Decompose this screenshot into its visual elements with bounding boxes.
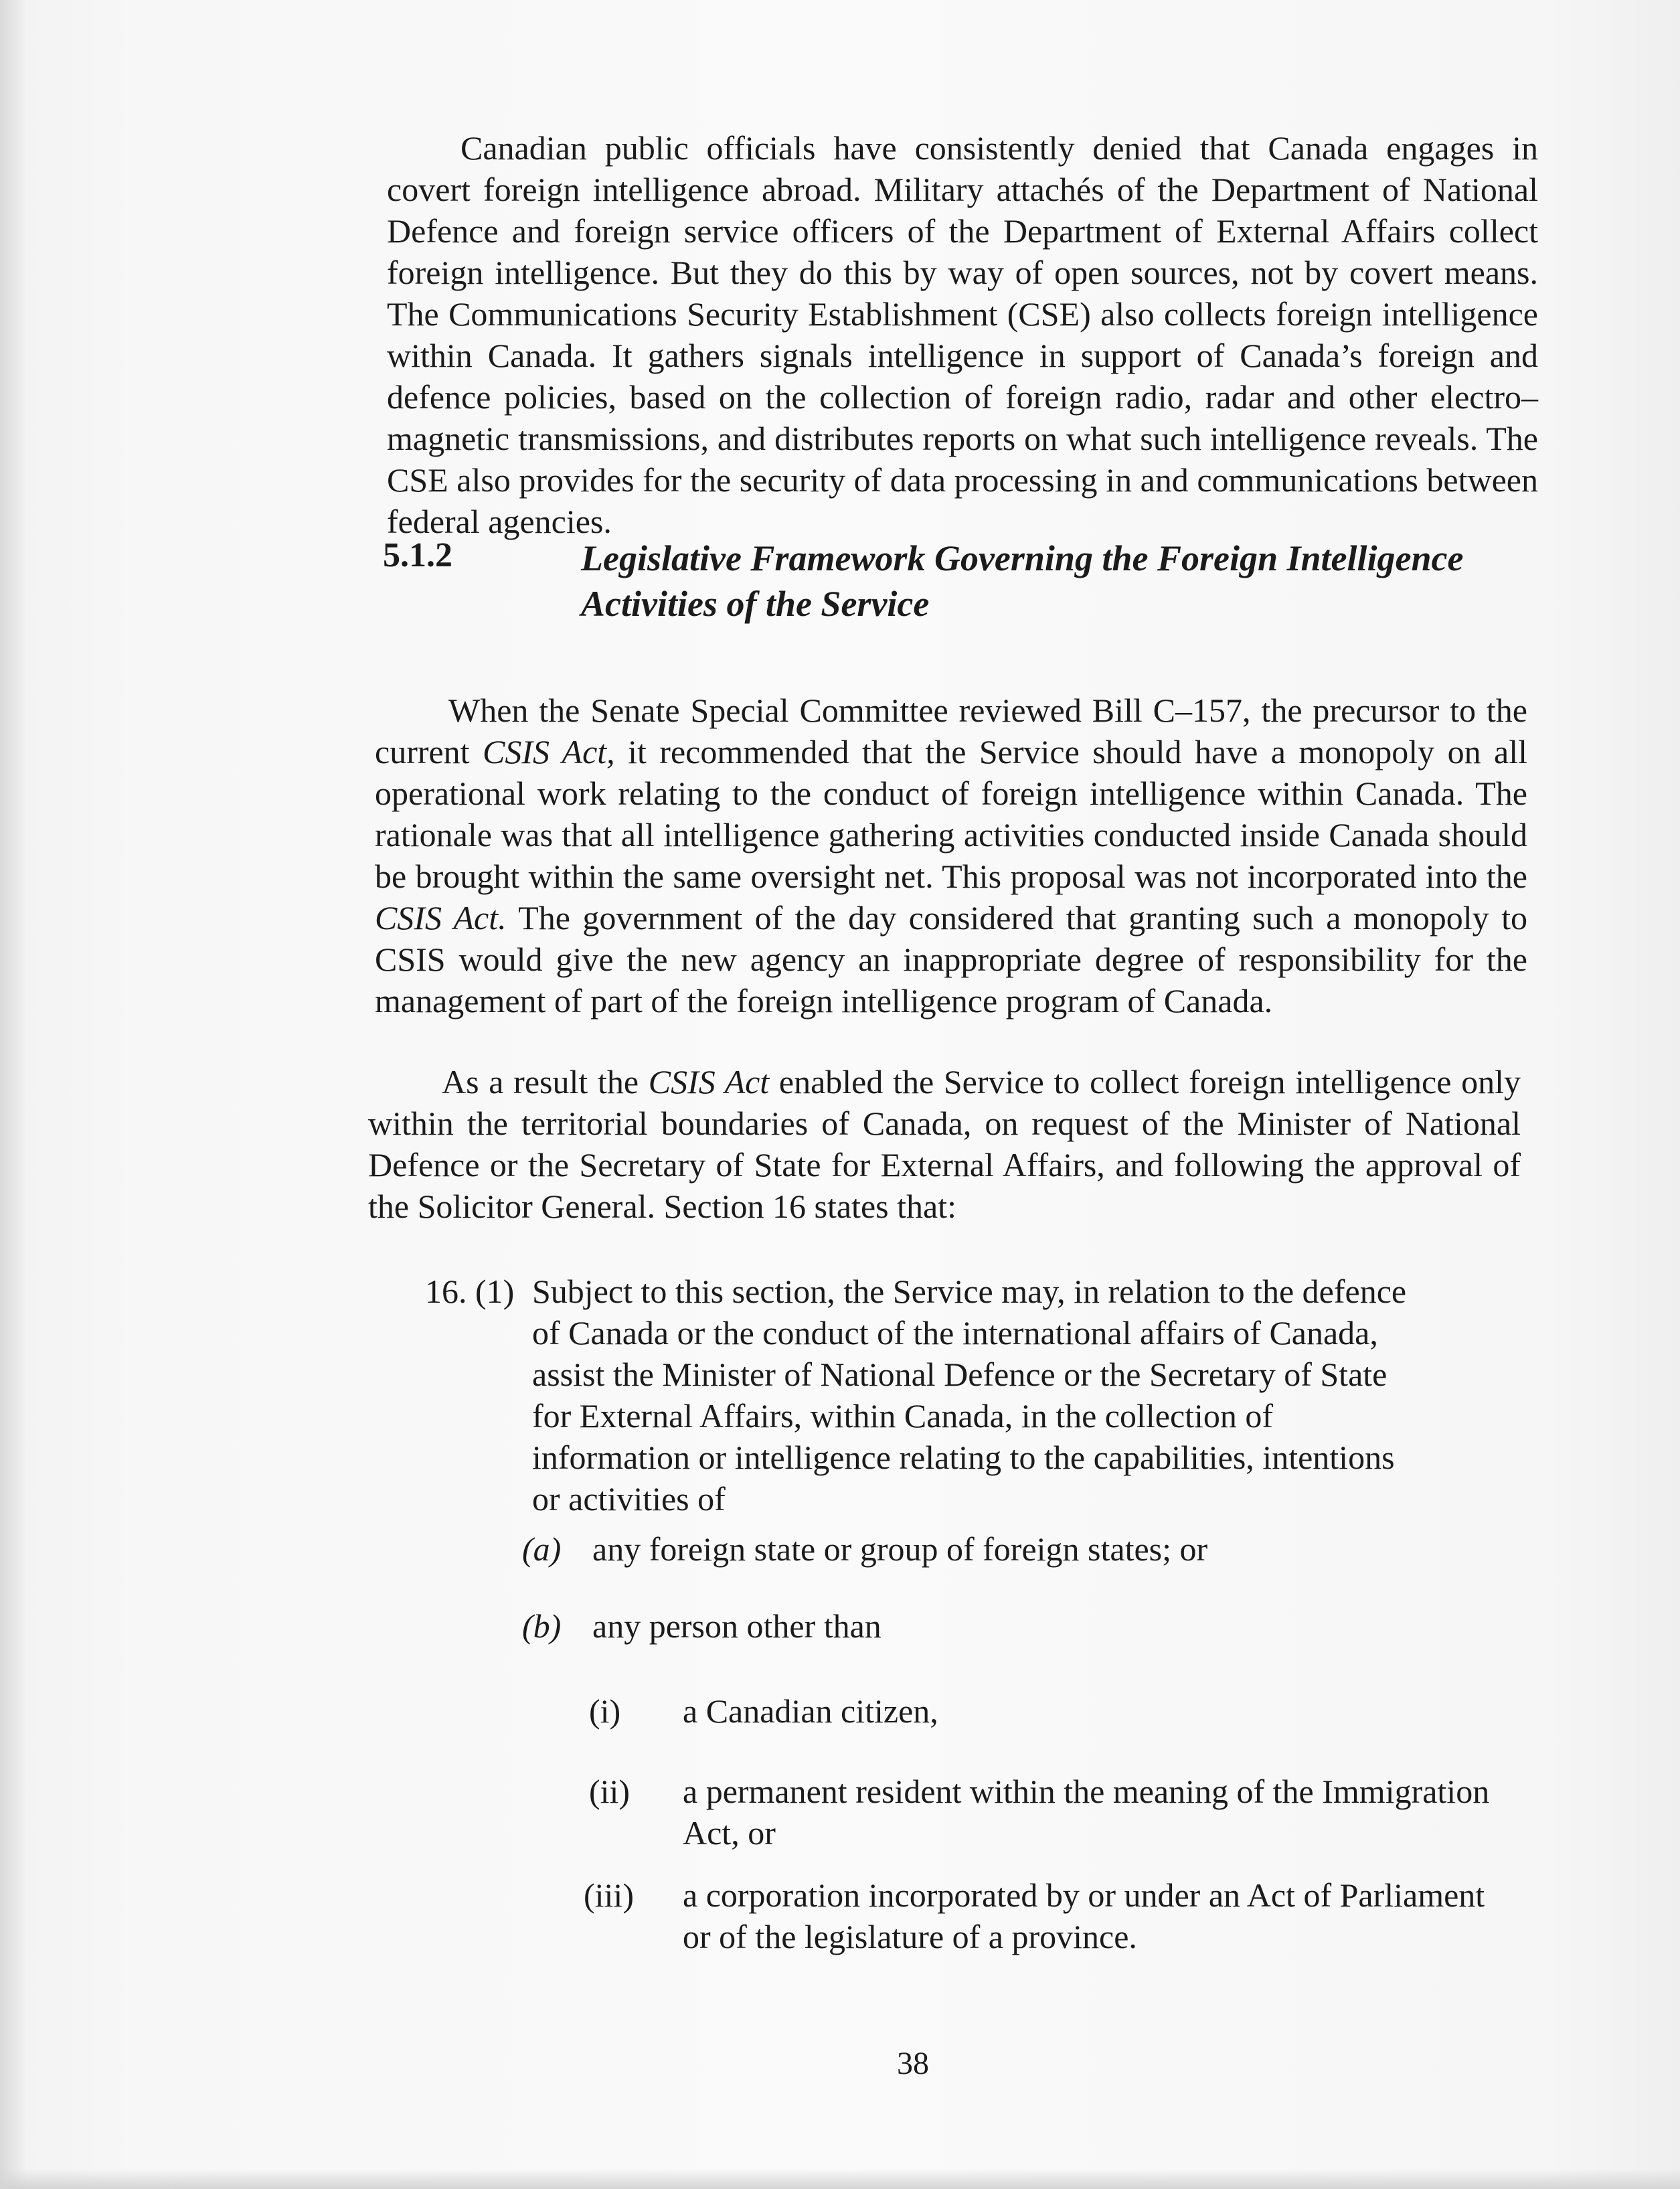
statute-item-a-text: any foreign state or group of foreign states; or	[592, 1530, 1208, 1568]
act-name-italic: CSIS Act	[648, 1063, 770, 1101]
paragraph-senate-committee	[375, 690, 1527, 1022]
section-number: 5.1.2	[383, 536, 452, 574]
statute-subitem-i-text: a Canadian citizen,	[683, 1692, 938, 1730]
statute-subitem-ii-label: (ii)	[589, 1773, 631, 1810]
statute-subitem-iii-text: a corporation incorporated by or under an Act of Parliament or of the legislature of a province.	[683, 1876, 1485, 1955]
statute-item-b-text: any person other than	[592, 1607, 881, 1645]
paragraph-text: When the Senate Special Committee reviewed Bill C–157, the precursor to the current	[375, 692, 1527, 771]
paragraph-text: As a result the	[442, 1063, 649, 1101]
statute-subitem-ii-text: a permanent resident within the meaning of the Immigration Act, or	[683, 1773, 1490, 1852]
statute-subitem-iii-label: (iii)	[584, 1876, 634, 1914]
page-binding-shadow	[0, 0, 27, 2189]
paragraph-text: The government of the day considered that granting such a monopoly to CSIS would give the new agency an inappropriate degree of responsibility for the management of part of the foreign intelligence program of Canada.	[375, 899, 1527, 1020]
statute-item-b-label: (b)	[522, 1607, 562, 1645]
paragraph-cse-intro: Canadian public officials have consistently denied that Canada engages in covert foreign intelligence abroad. Military attachés of the Department of National Defence and foreign service officers of the Department of External Affairs collect foreign intelligence. But they do this by way of open sources, not by covert means. The Communications Security Establishment (CSE) also collects foreign intelligence within Canada. It gathers signals intelligence in support of Canada’s foreign and defence policies, based on the collection of foreign radio, radar and other electro–magnetic transmissions, and distributes reports on what such intelligence reveals. The CSE also provides for the security of data processing in and communications between federal agencies.	[387, 129, 1538, 540]
statute-subitem-i-label: (i)	[589, 1692, 621, 1730]
paragraph-csis-act-result	[368, 1061, 1521, 1227]
statute-number: 16. (1)	[425, 1273, 515, 1310]
paragraph-text: it recommended that the Service should have a monopoly on all operational work relating to the conduct of foreign intelligence within Canada. The rationale was that all intelligence gathering activities conducted inside Canada should be brought within the same oversight net. This proposal was not incorporated into the	[375, 733, 1527, 895]
act-name-italic: CSIS Act.	[375, 899, 507, 937]
statute-item-a-label: (a)	[522, 1530, 562, 1568]
section-title: Legislative Framework Governing the Foreign Intelligence Activities of the Service	[581, 538, 1464, 624]
page-number: 38	[897, 2046, 929, 2081]
paragraph-text: enabled the Service to collect foreign intelligence only within the territorial boundaries of Canada, on request of the Minister of National Defence or the Secretary of State for External Affairs, and following the approval of the Solicitor General. Section 16 states that:	[368, 1063, 1521, 1225]
page-bottom-edge	[0, 2169, 1680, 2189]
statute-body: Subject to this section, the Service may, in relation to the defence of Canada or the conduct of the international affairs of Canada, assist the Minister of National Defence or the Secretary of State for External Affairs, within Canada, in the collection of information or intelligence relating to the capabilities, intentions or activities of	[532, 1273, 1407, 1518]
act-name-italic: CSIS Act,	[483, 733, 615, 771]
